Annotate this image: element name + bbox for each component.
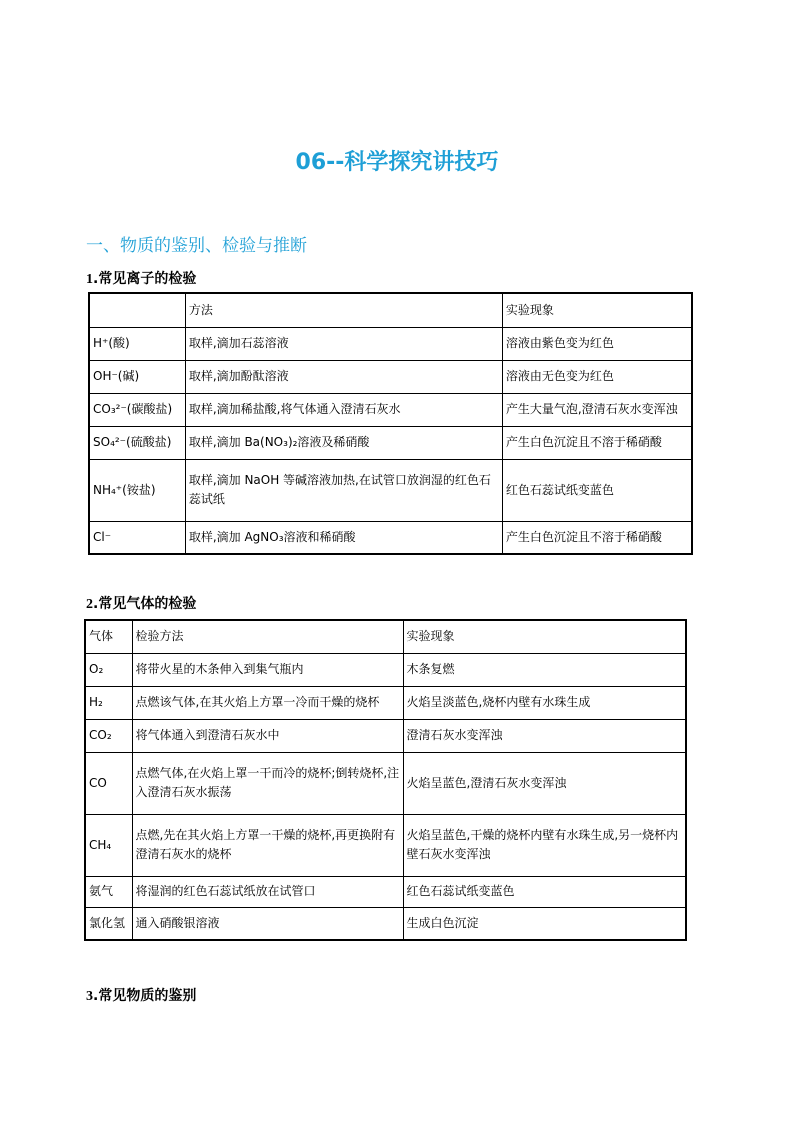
result-cell: 木条复燃 xyxy=(403,653,686,686)
subsection-heading-1 xyxy=(86,268,196,288)
method-cell: 将气体通入到澄清石灰水中 xyxy=(132,719,403,752)
method-cell: 取样,滴加石蕊溶液 xyxy=(185,327,502,360)
ion-cell: H⁺(酸) xyxy=(89,327,185,360)
subsection-text: .常见离子的检验 xyxy=(93,271,197,287)
method-cell: 取样,滴加酚酞溶液 xyxy=(185,360,502,393)
table-row xyxy=(85,752,686,814)
table-row xyxy=(89,393,692,426)
table-row xyxy=(85,686,686,719)
table-row xyxy=(85,814,686,876)
gas-test-table xyxy=(84,619,687,941)
table-row xyxy=(89,360,692,393)
header-cell xyxy=(89,293,185,327)
result-cell: 火焰呈蓝色,澄清石灰水变浑浊 xyxy=(403,752,686,814)
result-cell: 产生白色沉淀且不溶于稀硝酸 xyxy=(502,521,692,554)
ion-cell: Cl⁻ xyxy=(89,521,185,554)
subsection-text: .常见物质的鉴别 xyxy=(93,988,197,1004)
table-row xyxy=(85,653,686,686)
result-cell: 澄清石灰水变浑浊 xyxy=(403,719,686,752)
gas-cell: CO₂ xyxy=(85,719,132,752)
table-row xyxy=(89,327,692,360)
ion-cell: OH⁻(碱) xyxy=(89,360,185,393)
subsection-number: 2 xyxy=(86,597,93,612)
table-header-row xyxy=(89,293,692,327)
method-cell: 将带火星的木条伸入到集气瓶内 xyxy=(132,653,403,686)
table-row xyxy=(85,876,686,907)
method-cell: 取样,滴加稀盐酸,将气体通入澄清石灰水 xyxy=(185,393,502,426)
method-cell: 点燃,先在其火焰上方罩一干燥的烧杯,再更换附有澄清石灰水的烧杯 xyxy=(132,814,403,876)
result-cell: 火焰呈淡蓝色,烧杯内壁有水珠生成 xyxy=(403,686,686,719)
header-cell: 方法 xyxy=(185,293,502,327)
result-cell: 生成白色沉淀 xyxy=(403,907,686,940)
method-cell: 通入硝酸银溶液 xyxy=(132,907,403,940)
result-cell: 溶液由紫色变为红色 xyxy=(502,327,692,360)
section-heading: 一、物质的鉴别、检验与推断 xyxy=(86,236,307,256)
subsection-number: 1 xyxy=(86,272,93,287)
ion-test-table xyxy=(88,292,693,555)
table-header-row xyxy=(85,620,686,653)
ion-cell: NH₄⁺(铵盐) xyxy=(89,459,185,521)
method-cell: 点燃该气体,在其火焰上方罩一冷而干燥的烧杯 xyxy=(132,686,403,719)
subsection-text: .常见气体的检验 xyxy=(93,596,197,612)
method-cell: 取样,滴加 AgNO₃溶液和稀硝酸 xyxy=(185,521,502,554)
page-title: 06--科学探究讲技巧 xyxy=(295,150,499,175)
header-cell: 实验现象 xyxy=(403,620,686,653)
gas-cell: 氨气 xyxy=(85,876,132,907)
result-cell: 火焰呈蓝色,干燥的烧杯内壁有水珠生成,另一烧杯内壁石灰水变浑浊 xyxy=(403,814,686,876)
ion-cell: CO₃²⁻(碳酸盐) xyxy=(89,393,185,426)
gas-cell: CH₄ xyxy=(85,814,132,876)
result-cell: 红色石蕊试纸变蓝色 xyxy=(403,876,686,907)
result-cell: 产生大量气泡,澄清石灰水变浑浊 xyxy=(502,393,692,426)
table-row xyxy=(85,719,686,752)
gas-cell: 氯化氢 xyxy=(85,907,132,940)
method-cell: 取样,滴加 Ba(NO₃)₂溶液及稀硝酸 xyxy=(185,426,502,459)
table-row xyxy=(89,426,692,459)
header-cell: 检验方法 xyxy=(132,620,403,653)
header-cell: 气体 xyxy=(85,620,132,653)
table-row xyxy=(89,521,692,554)
gas-cell: CO xyxy=(85,752,132,814)
subsection-heading-2 xyxy=(86,593,196,613)
method-cell: 将湿润的红色石蕊试纸放在试管口 xyxy=(132,876,403,907)
method-cell: 取样,滴加 NaOH 等碱溶液加热,在试管口放润湿的红色石蕊试纸 xyxy=(185,459,502,521)
header-cell: 实验现象 xyxy=(502,293,692,327)
result-cell: 溶液由无色变为红色 xyxy=(502,360,692,393)
subsection-number: 3 xyxy=(86,989,93,1004)
gas-cell: O₂ xyxy=(85,653,132,686)
table-row xyxy=(85,907,686,940)
ion-cell: SO₄²⁻(硫酸盐) xyxy=(89,426,185,459)
gas-cell: H₂ xyxy=(85,686,132,719)
result-cell: 产生白色沉淀且不溶于稀硝酸 xyxy=(502,426,692,459)
table-row xyxy=(89,459,692,521)
subsection-heading-3 xyxy=(86,985,196,1005)
result-cell: 红色石蕊试纸变蓝色 xyxy=(502,459,692,521)
method-cell: 点燃气体,在火焰上罩一干而冷的烧杯;倒转烧杯,注入澄清石灰水振荡 xyxy=(132,752,403,814)
